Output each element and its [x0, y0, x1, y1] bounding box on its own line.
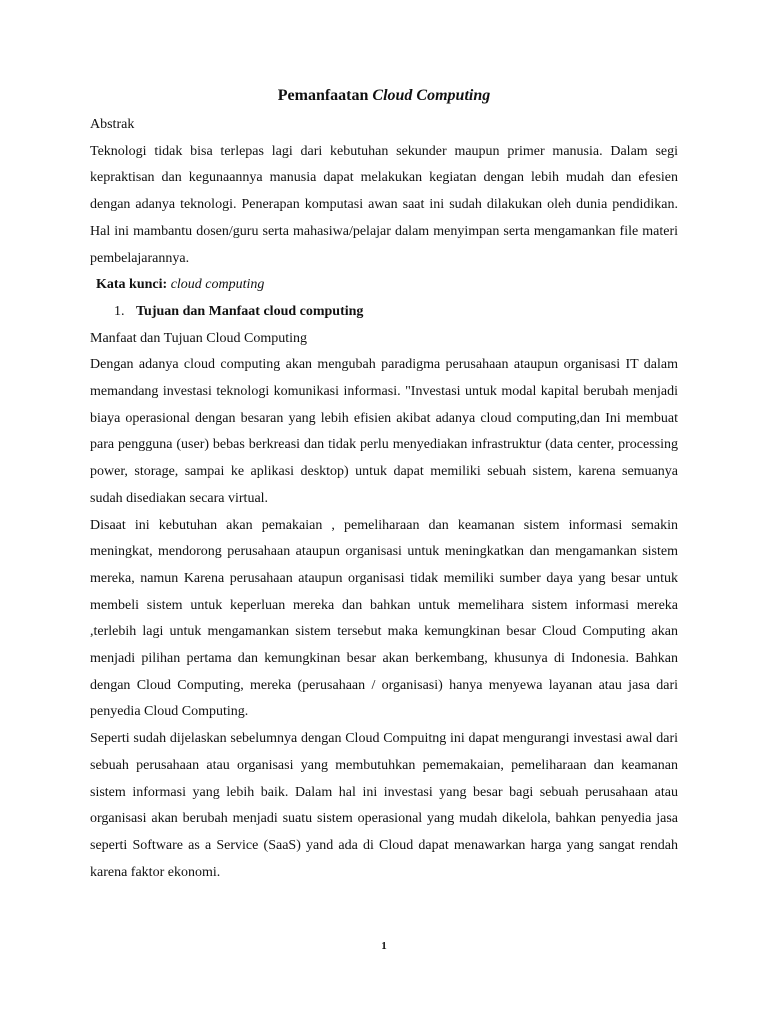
keywords-line: [90, 272, 678, 299]
paragraph-1: Dengan adanya cloud computing akan mengubah paradigma perusahaan ataupun organisasi IT dalam memandang investasi teknologi komunikasi informasi. "Investasi untuk modal kapital berubah menjadi biaya operasional dengan besaran yang lebih efisien akibat adanya cloud computing,dan Ini membuat para pengguna (user) bebas berkreasi dan tidak perlu menyediakan infrastruktur (data center, processing power, storage, sampai ke aplikasi desktop) untuk dapat memiliki sebuah sistem, karena semuanya sudah disediakan secara virtual.: [90, 357, 678, 506]
document-title: [90, 86, 678, 106]
keywords-label: Kata kunci:: [96, 277, 168, 293]
section-heading: [90, 299, 678, 326]
section-number: 1.: [114, 303, 125, 319]
title-italic-text: Cloud Computing: [372, 87, 491, 104]
abstract-label: Abstrak: [90, 117, 135, 132]
abstract-text: Teknologi tidak bisa terlepas lagi dari kebutuhan sekunder maupun primer manusia. Dalam segi kepraktisan dan kegunaannya manusia dapat melakukan kegiatan dengan lebih mudah dan efesien dengan adanya teknologi. Penerapan komputasi awan saat ini sudah dilakukan oleh dunia pendidikan. Hal ini mambantu dosen/guru serta mahasiwa/pelajar dalam menyimpan serta mengamankan file materi pembelajarannya.: [90, 143, 678, 266]
section-title: Tujuan dan Manfaat cloud computing: [136, 303, 364, 319]
paragraph-3: Seperti sudah dijelaskan sebelumnya dengan Cloud Compuitng ini dapat mengurangi investasi awal dari sebuah perusahaan atau organisasi yang membutuhkan pememakaian, pemeliharaan dan keamanan sistem informasi yang lebih baik. Dalam hal ini investasi yang besar bagi sebuah perusahaan atau organisasi akan berubah menjadi suatu sistem operasional yang mudah dikelola, bahkan penyedia jasa seperti Software as a Service (SaaS) yand ada di Cloud dapat menawarkan harga yang sangat rendah karena faktor ekonomi.: [90, 731, 678, 880]
paragraph-2: Disaat ini kebutuhan akan pemakaian , pemeliharaan dan keamanan sistem informasi semakin meningkat, mendorong perusahaan ataupun organisasi untuk meningkatkan dan mengamankan sistem mereka, namun Karena perusahaan ataupun organisasi tidak memiliki sumber daya yang besar untuk membeli sistem untuk keperluan mereka dan bahkan untuk memelihara sistem informasi mereka ,terlebih lagi untuk mengamankan sistem tersebut maka kemungkinan besar Cloud Computing akan menjadi pilihan pertama dan kemungkinan besar akan berkembang, khusunya di Indonesia. Bahkan dengan Cloud Computing, mereka (perusahaan / organisasi) hanya menyewa layanan atau jasa dari penyedia Cloud Computing.: [90, 517, 678, 720]
page-number: 1: [381, 940, 387, 952]
subheading: Manfaat dan Tujuan Cloud Computing: [90, 330, 307, 346]
document-page: [90, 86, 678, 886]
title-main-text: Pemanfaatan: [277, 87, 373, 104]
keywords-value: cloud computing: [167, 277, 265, 293]
